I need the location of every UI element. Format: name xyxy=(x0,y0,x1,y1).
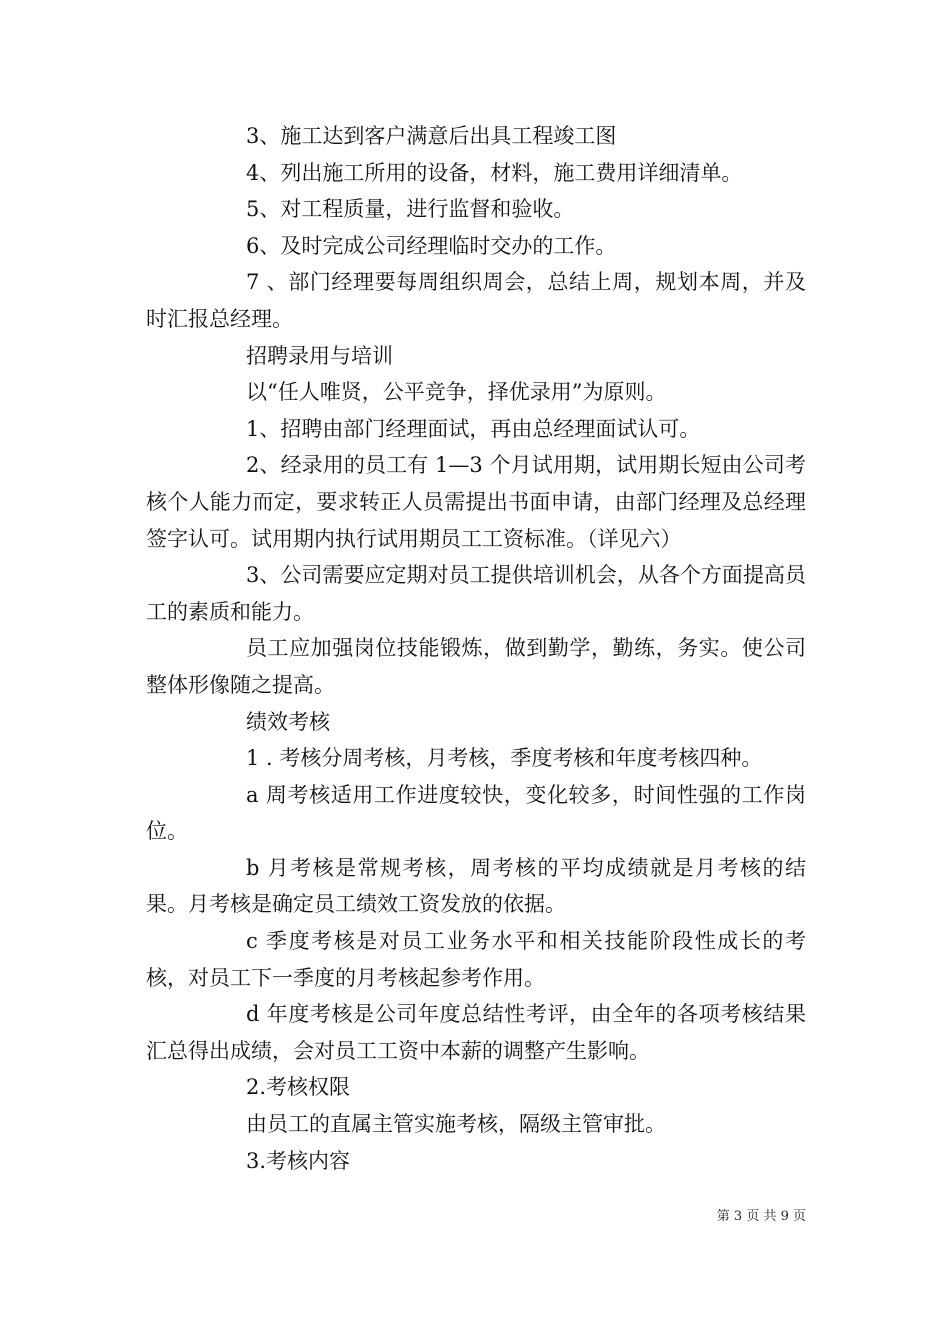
paragraph: 5、对工程质量，进行监督和验收。 xyxy=(246,197,575,222)
paragraph: 1 . 考核分周考核，月考核，季度考核和年度考核四种。 xyxy=(246,746,763,771)
paragraph: 4、列出施工所用的设备，材料，施工费用详细清单。 xyxy=(246,160,743,185)
section-heading: 2.考核权限 xyxy=(246,1075,351,1100)
paragraph: 1、招聘由部门经理面试，再由总经理面试认可。 xyxy=(246,416,701,441)
paragraph: 由员工的直属主管实施考核，隔级主管审批。 xyxy=(246,1112,666,1137)
paragraph: b 月考核是常规考核，周考核的平均成绩就是月考核的结果。月考核是确定员工绩效工资发放的依据。 xyxy=(146,855,806,917)
paragraph: a 周考核适用工作进度较快，变化较多，时间性强的工作岗位。 xyxy=(146,782,806,844)
paragraph: 7 、部门经理要每周组织周会，总结上周，规划本周，并及时汇报总经理。 xyxy=(146,270,806,331)
paragraph: 2、经录用的员工有 1—3 个月试用期，试用期长短由公司考核个人能力而定，要求转正人员需提出书面申请，由部门经理及总经理签字认可。试用期内执行试用期员工工资标准。（详见六） xyxy=(146,453,806,551)
paragraph: 以“任人唯贤，公平竞争，择优录用”为原则。 xyxy=(246,380,667,405)
paragraph: d 年度考核是公司年度总结性考评，由全年的各项考核结果汇总得出成绩，会对员工工资中本薪的调整产生影响。 xyxy=(146,1002,806,1063)
paragraph: 3、施工达到客户满意后出具工程竣工图 xyxy=(246,124,617,148)
page-number: 第 3 页 共 9 页 xyxy=(716,1209,806,1224)
document-body xyxy=(146,118,806,1179)
paragraph: 6、及时完成公司经理临时交办的工作。 xyxy=(246,233,617,258)
section-heading: 招聘录用与培训 xyxy=(246,343,393,368)
section-heading: 3.考核内容 xyxy=(246,1148,351,1173)
paragraph: 员工应加强岗位技能锻炼，做到勤学，勤练，务实。使公司整体形像随之提高。 xyxy=(146,636,806,697)
section-heading: 绩效考核 xyxy=(246,709,330,734)
paragraph: 3、公司需要应定期对员工提供培训机会，从各个方面提高员工的素质和能力。 xyxy=(146,563,806,624)
paragraph: c 季度考核是对员工业务水平和相关技能阶段性成长的考核，对员工下一季度的月考核起参考作用。 xyxy=(146,929,806,990)
